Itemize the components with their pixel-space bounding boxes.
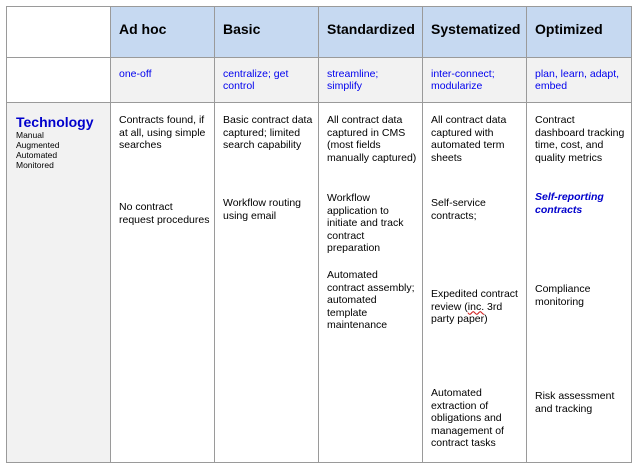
standardized-item-3: Automated contract assembly; automated template maintenance <box>327 269 415 331</box>
subtitle-cell-adhoc <box>111 58 215 103</box>
basic-item-2: Workflow routing using email <box>223 197 302 222</box>
col-header-standardized <box>319 7 423 58</box>
optimized-item-1: Contract dashboard tracking time, cost, and quality metrics <box>535 114 625 164</box>
optimized-item-3: Compliance monitoring <box>535 283 591 308</box>
standardized-item-1: All contract data captured in CMS (most fields manually captured) <box>327 114 417 164</box>
subtitle-cell-basic <box>215 58 319 103</box>
col-header-systematized <box>423 7 527 58</box>
systematized-item-3-part-b: 3rd party paper) <box>431 300 503 325</box>
col-title-optimized: Optimized <box>535 21 603 37</box>
subtitle-optimized: plan, learn, adapt, embed <box>535 68 620 92</box>
standardized-item-2: Workflow application to initiate and track contract preparation <box>327 192 404 254</box>
corner-cell-2 <box>7 58 111 103</box>
subtitle-adhoc: one-off <box>119 68 152 80</box>
subtitle-basic: centralize; get control <box>223 68 289 92</box>
adhoc-item-1: Contracts found, if at all, using simple searches <box>119 114 206 151</box>
cell-optimized <box>527 103 632 463</box>
basic-item-1: Basic contract data captured; limited search capability <box>223 114 313 151</box>
col-header-basic <box>215 7 319 58</box>
technology-row <box>7 103 632 463</box>
header-row <box>7 7 632 58</box>
cell-systematized <box>423 103 527 463</box>
cell-adhoc <box>111 103 215 463</box>
cell-standardized <box>319 103 423 463</box>
row-title: Technology <box>16 114 94 130</box>
optimized-item-4: Risk assessment and tracking <box>535 390 615 415</box>
subtitle-cell-standardized <box>319 58 423 103</box>
subtitle-cell-systematized <box>423 58 527 103</box>
row-subitem-manual: Manual <box>16 130 44 140</box>
corner-cell <box>7 7 111 58</box>
maturity-table <box>6 6 632 463</box>
col-title-adhoc: Ad hoc <box>119 21 167 37</box>
adhoc-item-2: No contract request procedures <box>119 201 210 226</box>
systematized-item-1: All contract data captured with automated term sheets <box>431 114 507 164</box>
cell-basic <box>215 103 319 463</box>
col-title-basic: Basic <box>223 21 261 37</box>
row-subitem-augmented: Augmented <box>16 140 60 150</box>
col-title-standardized: Standardized <box>327 21 415 37</box>
col-title-systematized: Systematized <box>431 21 521 37</box>
row-subitem-automated: Automated <box>16 150 58 160</box>
subtitle-cell-optimized <box>527 58 632 103</box>
col-header-adhoc <box>111 7 215 58</box>
systematized-item-4: Automated extraction of obligations and management of contract tasks <box>431 387 504 449</box>
subtitle-systematized: inter-connect; modularize <box>431 68 495 92</box>
systematized-item-3-part-a: Expedited contract review ( <box>431 288 518 313</box>
systematized-item-3 <box>431 288 522 326</box>
row-subitem-monitored: Monitored <box>16 160 54 170</box>
optimized-item-2: Self-reporting contracts <box>535 191 604 216</box>
subtitle-standardized: streamline; simplify <box>327 68 379 92</box>
row-header-technology <box>7 103 111 463</box>
subtitle-row <box>7 58 632 103</box>
systematized-item-2: Self-service contracts; <box>431 197 486 222</box>
spellcheck-word-inc: inc. <box>467 300 485 313</box>
col-header-optimized <box>527 7 632 58</box>
